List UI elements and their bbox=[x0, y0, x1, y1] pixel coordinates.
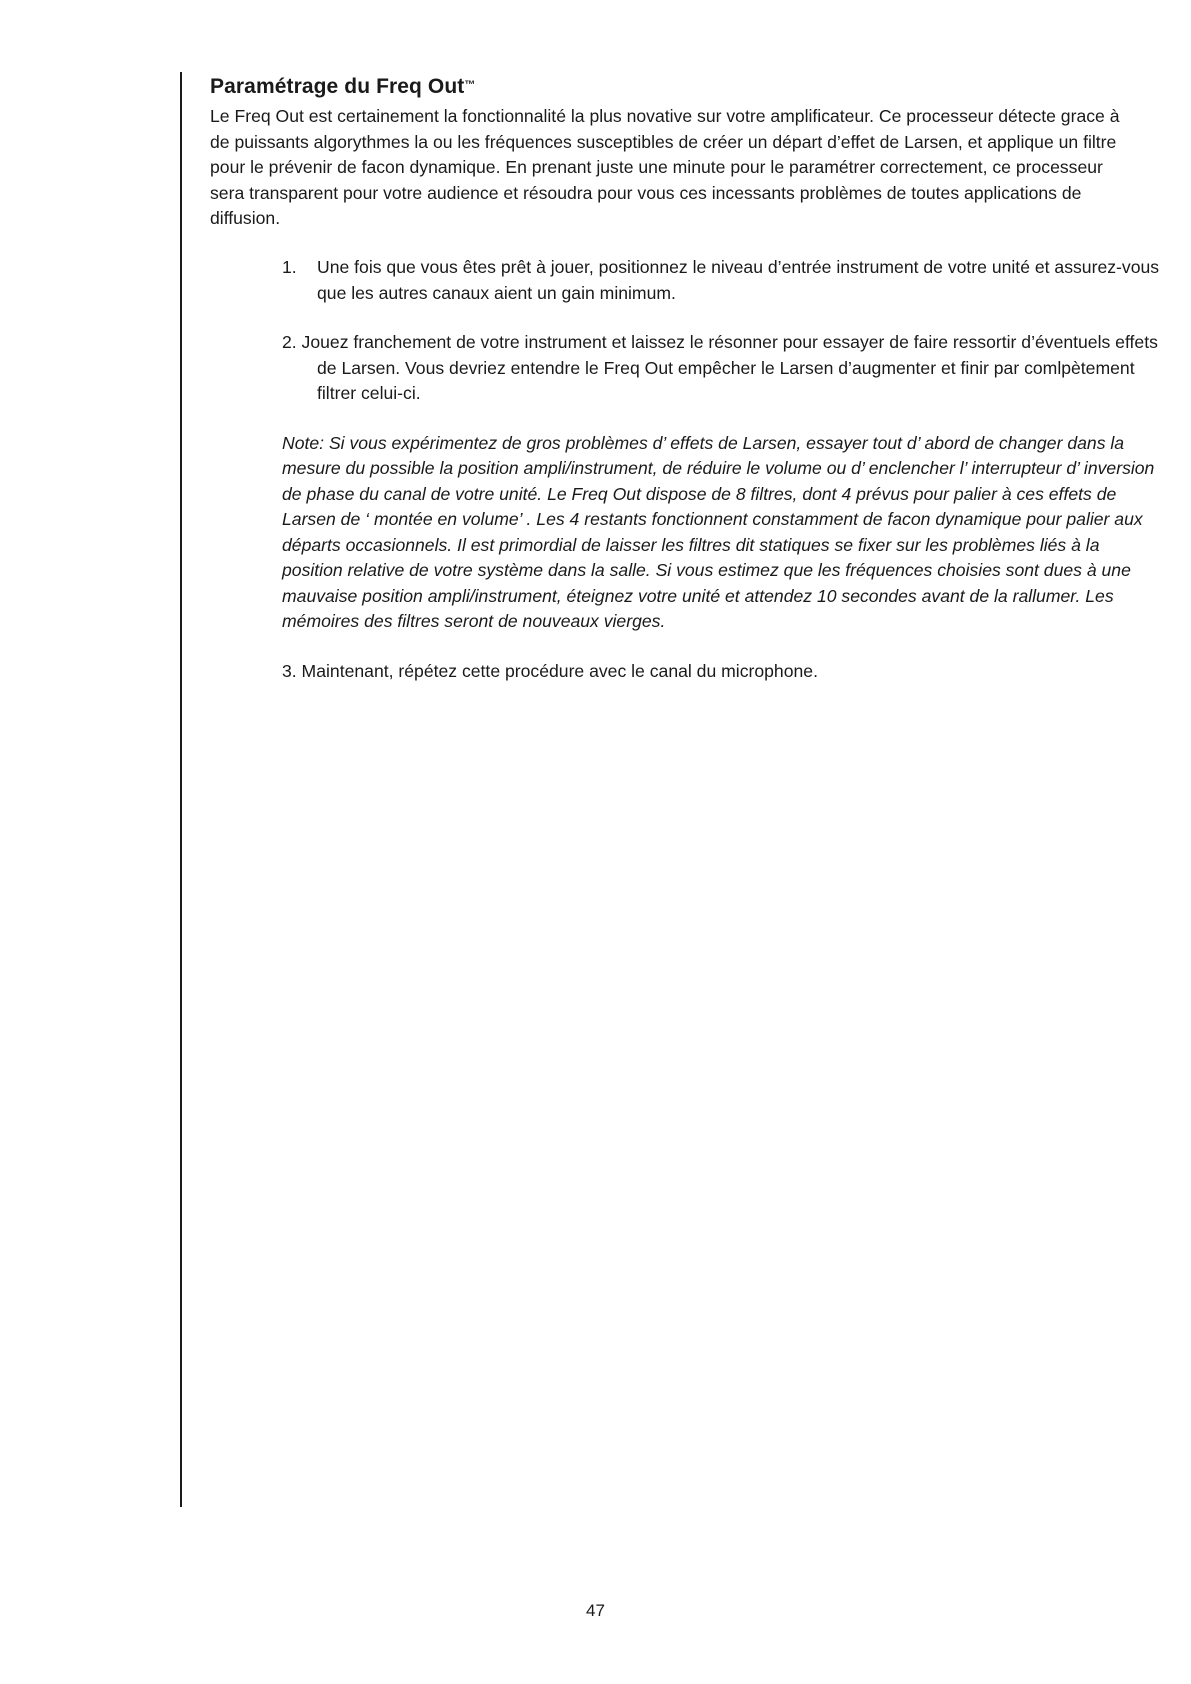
page-number: 47 bbox=[586, 1601, 605, 1620]
step-1 bbox=[282, 255, 1162, 306]
trademark-symbol: ™ bbox=[464, 79, 476, 91]
section-title-text: Paramétrage du Freq Out bbox=[210, 75, 465, 98]
step-1-number: 1. bbox=[282, 257, 297, 277]
margin-rule bbox=[180, 72, 182, 1507]
step-1-text: Une fois que vous êtes prêt à jouer, positionnez le niveau d’entrée instrument de votre unité et assurez-vous que les autres canaux aient un gain minimum. bbox=[317, 257, 1160, 303]
step-3: 3. Maintenant, répétez cette procédure avec le canal du microphone. bbox=[282, 660, 818, 681]
note-paragraph: Note: Si vous expérimentez de gros problèmes d’ effets de Larsen, essayer tout d’ abord de changer dans la mesure du possible la position ampli/instrument, de réduire le volume ou d’ enclencher l’ interrupteur d’ inversion de phase du canal de votre unité. Le Freq Out dispose de 8 filtres, dont 4 prévus pour palier à ces effets de Larsen de ‘ montée en volume’ . Les 4 restants fonctionnent constamment de facon dynamique pour palier aux départs occasionnels. Il est primordial de laisser les filtres dit statiques se fixer sur les problèmes liés à la position relative de votre système dans la salle. Si vous estimez que les fréquences choisies sont dues à une mauvaise position ampli/instrument, éteignez votre unité et attendez 10 secondes avant de la rallumer. Les mémoires des filtres seront de nouveaux vierges. bbox=[282, 432, 1155, 631]
intro-paragraph: Le Freq Out est certainement la fonctionnalité la plus novative sur votre amplificateur. Ce processeur détecte grace à de puissants algorythmes la ou les fréquences susceptibles de créer un départ d’effet de Larsen, et applique un filtre pour le prévenir de facon dynamique. En prenant juste une minute pour le paramétrer correctement, ce processeur sera transparent pour votre audience et résoudra pour vous ces incessants problèmes de toutes applications de diffusion. bbox=[210, 106, 1120, 228]
step-2: 2. Jouez franchement de votre instrument et laissez le résonner pour essayer de faire ressortir d’éventuels effets de Larsen. Vous devriez entendre le Freq Out empêcher le Larsen d’augmenter et finir par comlpètement filtrer celui-ci. bbox=[282, 332, 1158, 403]
section-title bbox=[210, 74, 475, 100]
steps-list bbox=[282, 255, 1162, 684]
